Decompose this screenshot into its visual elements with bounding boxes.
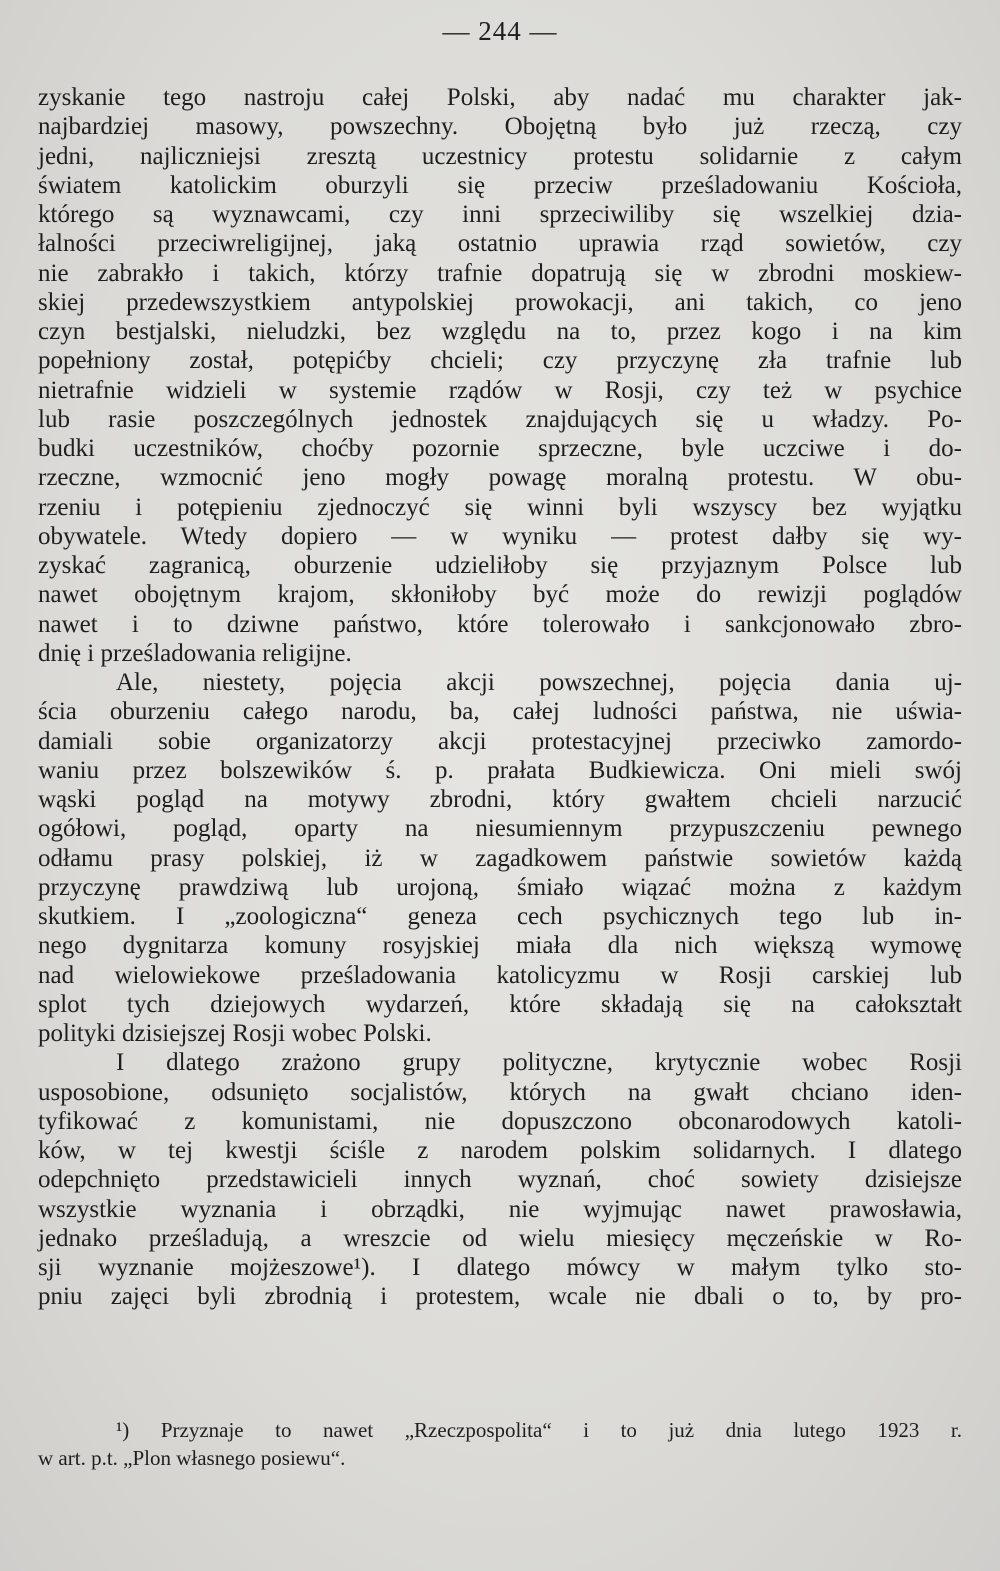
text-line: I dlatego zrażono grupy polityczne, krytycznie wobec Rosji (116, 1049, 962, 1077)
text-line: jedni, najliczniejsi zresztą uczestnicy protestu solidarnie z całym (38, 142, 962, 170)
text-line: zyskanie tego nastroju całej Polski, aby nadać mu charakter jak- (38, 84, 962, 111)
footnote-line: ¹) Przyznaje to nawet „Rzeczpospolita“ i to już dnia lutego 1923 r. (116, 1418, 962, 1442)
text-line: odłamu prasy polskiej, iż w zagadkowem państwie sowietów każdą (38, 844, 962, 872)
text-line: damiali sobie organizatorzy akcji protestacyjnej przeciwko zamordo- (38, 727, 962, 755)
text-line: usposobione, odsunięto socjalistów, których na gwałt chciano iden- (38, 1078, 962, 1106)
text-line: tyfikować z komunistami, nie dopuszczono obconarodowych katoli- (38, 1107, 962, 1135)
body-text (38, 83, 962, 1312)
text-line: nego dygnitarza komuny rosyjskiej miała dla nich większą wymowę (38, 932, 962, 960)
text-line: nietrafnie widzieli w systemie rządów w Rosji, czy też w psychice (38, 376, 962, 404)
footnote-line: w art. p.t. „Plon własnego posiewu“. (38, 1446, 346, 1470)
text-line: nie zabrakło i takich, którzy trafnie dopatrują się w zbrodni moskiew- (38, 259, 962, 287)
text-line: rzeniu i potępieniu zjednoczyć się winni byli wszyscy bez wyjątku (38, 493, 962, 521)
text-line: nad wielowiekowe prześladowania katolicyzmu w Rosji carskiej lub (38, 961, 962, 989)
text-line: dnię i prześladowania religijne. (38, 639, 352, 667)
text-line: budki uczestników, choćby pozornie sprzeczne, byle uczciwe i do- (38, 435, 962, 462)
text-line: światem katolickim oburzyli się przeciw prześladowaniu Kościoła, (38, 171, 962, 199)
text-line: wszystkie wyznania i obrządki, nie wyjmując nawet prawosławia, (38, 1195, 962, 1223)
text-line: którego są wyznawcami, czy inni sprzeciwiliby się wszelkiej dzia- (38, 201, 962, 228)
text-line: nawet obojętnym krajom, skłoniłoby być może do rewizji poglądów (38, 581, 962, 609)
text-line: rzeczne, wzmocnić jeno mogły powagę moralną protestu. W obu- (38, 464, 962, 492)
text-line: lub rasie poszczególnych jednostek znajdujących się u władzy. Po- (38, 405, 962, 433)
text-line: polityki dzisiejszej Rosji wobec Polski. (38, 1020, 432, 1047)
text-line: splot tych dziejowych wydarzeń, które składają się na całokształt (38, 990, 962, 1018)
text-line: łalności przeciwreligijnej, jaką ostatnio uprawia rząd sowietów, czy (38, 230, 962, 258)
text-line: jednako prześladują, a wreszcie od wielu miesięcy męczeńskie w Ro- (38, 1224, 962, 1252)
text-line: najbardziej masowy, powszechny. Obojętną było już rzeczą, czy (38, 113, 962, 141)
text-line: czyn bestjalski, nieludzki, bez względu na to, przez kogo i na kim (38, 318, 962, 345)
text-line: wąski pogląd na motywy zbrodni, który gwałtem chcieli narzucić (38, 786, 962, 813)
text-line: waniu przez bolszewików ś. p. prałata Budkiewicza. Oni mieli swój (38, 756, 962, 784)
text-line: ków, w tej kwestji ściśle z narodem polskim solidarnych. I dlatego (38, 1137, 962, 1164)
text-line: pniu zajęci byli zbrodnią i protestem, wcale nie dbali o to, by pro- (38, 1283, 962, 1311)
text-line: odepchnięto przedstawicieli innych wyznań, choć sowiety dzisiejsze (38, 1166, 962, 1194)
text-line: skiej przedewszystkiem antypolskiej prowokacji, ani takich, co jeno (38, 288, 962, 316)
text-line: obywatele. Wtedy dopiero — w wyniku — protest dałby się wy- (38, 522, 962, 550)
text-line: ogółowi, pogląd, oparty na niesumiennym przypuszczeniu pewnego (38, 815, 962, 843)
text-line: sji wyznanie mojżeszowe¹). I dlatego mówcy w małym tylko sto- (38, 1254, 962, 1281)
text-line: zyskać zagranicą, oburzenie udzieliłoby się przyjaznym Polsce lub (38, 552, 962, 579)
text-line: Ale, niestety, pojęcia akcji powszechnej, pojęcia dania uj- (116, 669, 962, 696)
text-line: przyczynę prawdziwą lub urojoną, śmiało wiązać można z każdym (38, 873, 962, 901)
footnotes (38, 1416, 962, 1472)
text-line: nawet i to dziwne państwo, które tolerowało i sankcjonowało zbro- (38, 610, 962, 638)
page-number: — 244 — (442, 16, 558, 46)
text-line: ścia oburzeniu całego narodu, ba, całej ludności państwa, nie uświa- (38, 698, 962, 726)
text-line: skutkiem. I „zoologiczna“ geneza cech psychicznych tego lub in- (38, 903, 962, 930)
text-line: popełniony został, potępićby chcieli; czy przyczynę zła trafnie lub (38, 347, 962, 375)
